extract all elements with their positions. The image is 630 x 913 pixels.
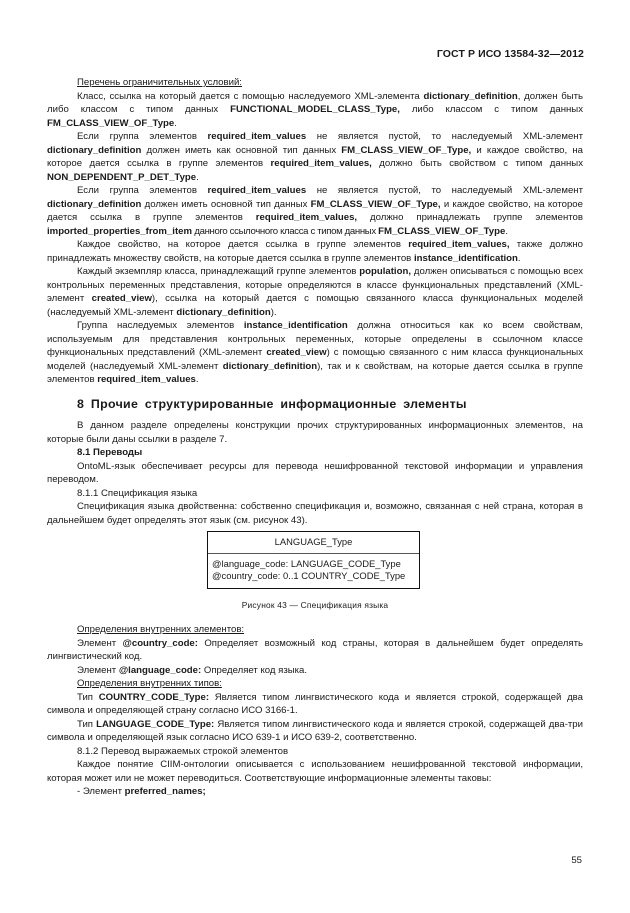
- constraints-heading: Перечень ограничительных условий:: [77, 77, 242, 88]
- paragraph-3: Если группа элементов required_item_values не является пустой, то наследуемый XML-элемент dictionary_definition должен иметь основной тип данных FM_CLASS_VIEW_OF_Type, и каждое свойство, на которое дается ссылка в группе элементов required_item_values, должно принадлежать группе элементов imported_properties_from_item данного ссылочного класса с типом данных FM_CLASS_VIEW_OF_Type.: [47, 185, 583, 237]
- language-type-class-box: [207, 531, 420, 589]
- attribute-country-code: @country_code: 0..1 COUNTRY_CODE_Type: [212, 569, 406, 581]
- subsection-8-1-1-title: 8.1.1 Спецификация языка: [77, 487, 198, 499]
- class-box-title: LANGUAGE_Type: [208, 532, 419, 554]
- subsection-8-1-1-text: Спецификация языка двойственна: собственно спецификация и, возможно, связанная с ней страна, которая в дальнейшем будет определять этот язык (см. рисунок 43).: [47, 501, 583, 526]
- class-box-attributes: [208, 554, 419, 581]
- section-8-title: 8 Прочие структурированные информационные элементы: [77, 396, 467, 411]
- subsection-8-1-2-text: Каждое понятие CIIM-онтологии описывается с использованием нешифрованной текстовой информации, которая может или не может переводиться. Соответствующие информационные элементы таковы:: [47, 759, 583, 784]
- figure-43: [47, 527, 583, 623]
- attribute-language-code: @language_code: LANGUAGE_CODE_Type: [212, 558, 401, 569]
- def-country-code-type: Тип COUNTRY_CODE_Type: Является типом лингвистического кода и является строкой, содержащей два символа и определяющей страну согласно ИСО 3166-1.: [47, 691, 583, 716]
- paragraph-4: Каждое свойство, на которое дается ссылка в группе элементов required_item_values, также должно принадлежать множеству свойств, на которые дается ссылка в группе элементов instance_identification.: [47, 239, 583, 264]
- paragraph-1: Класс, ссылка на который дается с помощью наследуемого XML-элемента dictionary_definition, должен быть либо классом с типом данных FUNCTIONAL_MODEL_CLASS_Type, либо классом с типом данных FM_CLASS_VIEW_OF_Type.: [47, 90, 584, 129]
- def-language-code: Элемент @language_code: Определяет код языка.: [77, 664, 308, 676]
- subsection-8-1-2-title: 8.1.2 Перевод выражаемых строкой элементов: [77, 745, 289, 757]
- inner-elements-heading: Определения внутренних элементов:: [77, 624, 245, 635]
- page-content: [47, 76, 583, 799]
- subsection-8-1-title: 8.1 Переводы: [77, 447, 143, 458]
- subsection-8-1-text: OntoML-язык обеспечивает ресурсы для перевода нешифрованной текстовой информации и управления переводом.: [47, 460, 583, 485]
- paragraph-2: Если группа элементов required_item_values не является пустой, то наследуемый XML-элемент dictionary_definition должен иметь как основной тип данных FM_CLASS_VIEW_OF_Type, и каждое свойство, на которое дается ссылка в группе элементов required_item_values, должно быть свойством с типом данных NON_DEPENDENT_P_DET_Type.: [47, 131, 583, 183]
- standard-code-header: ГОСТ Р ИСО 13584-32—2012: [436, 48, 584, 60]
- page-number: 55: [571, 855, 582, 866]
- list-item-preferred-names: - Элемент preferred_names;: [77, 786, 206, 797]
- section-8-intro: В данном разделе определены конструкции прочих структурированных информационных элементов, на которые были даны ссылки в разделе 7.: [47, 420, 583, 445]
- def-country-code: Элемент @country_code: Определяет возможный код страны, которая в дальнейшем будет определять лингвистический код.: [47, 637, 583, 662]
- inner-types-heading: Определения внутренних типов:: [77, 678, 222, 689]
- paragraph-5: Каждый экземпляр класса, принадлежащий группе элементов population, должен описываться с помощью всех контрольных переменных представления, которые определяются в классе функциональных представлений (XML-элемент created_view), ссылка на который дается с помощью связанного класса функциональных моделей (наследуемый XML-элемент dictionary_definition).: [47, 266, 583, 318]
- def-language-code-type: Тип LANGUAGE_CODE_Type: Является типом лингвистического кода и является строкой, содержащей два-три символа и определяющей язык согласно ИСО 639-1 и ИСО 639-2, соответственно.: [47, 718, 583, 743]
- paragraph-6: Группа наследуемых элементов instance_identification должна относиться как ко всем свойствам, используемым для представления контрольных переменных, которые определены в ссылочном классе функциональных представлений (XML-элемент created_view) с помощью связанного с ним класса функциональных моделей (наследуемый XML-элемент dictionary_definition), так и к свойствам, на которые дается ссылка в группе элементов required_item_values.: [47, 320, 583, 385]
- figure-caption: Рисунок 43 — Спецификация языка: [241, 600, 389, 610]
